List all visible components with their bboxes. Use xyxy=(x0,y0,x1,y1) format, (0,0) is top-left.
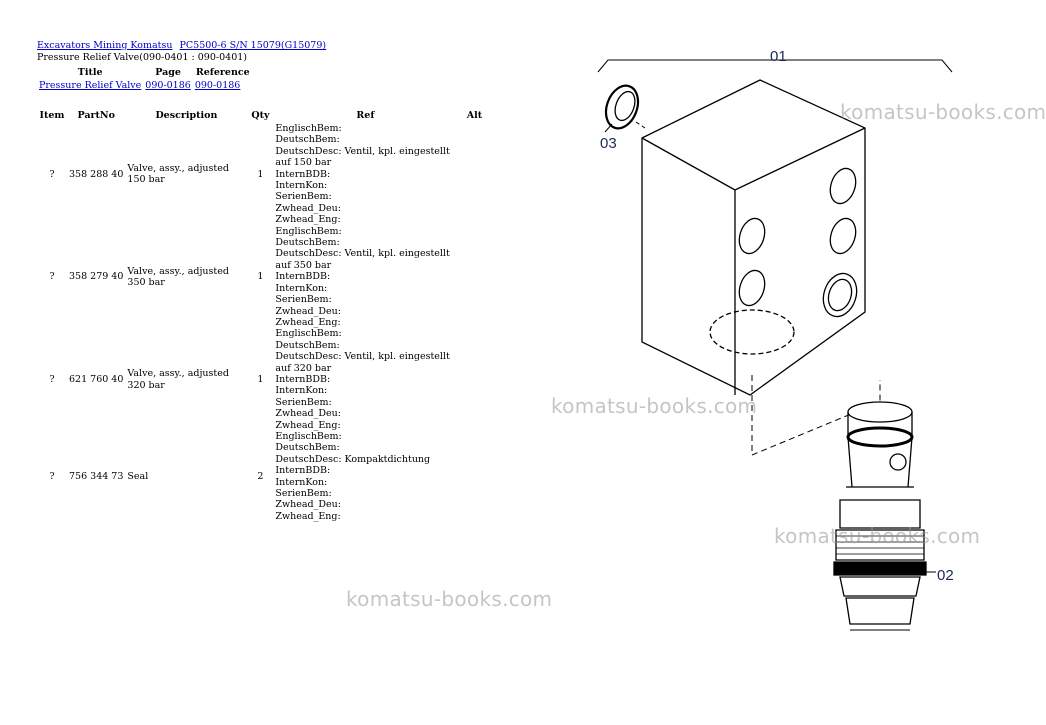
ref-line: Zwhead_Eng: xyxy=(275,419,341,431)
reference-table-header xyxy=(37,66,253,79)
item-cell: ? xyxy=(49,271,55,283)
seal-ring-part xyxy=(600,81,645,133)
ref-line: SerienBem: xyxy=(275,294,332,306)
ref-line: DeutschBem: xyxy=(275,134,340,146)
ref-line: InternKon: xyxy=(275,476,328,488)
page-subtitle: Pressure Relief Valve(090-0401 : 090-0401) xyxy=(37,52,247,63)
header-item: Item xyxy=(39,110,65,121)
callout-02-label: 02 xyxy=(937,567,954,584)
alt-cell xyxy=(457,123,491,226)
callout-03-label: 03 xyxy=(600,135,617,152)
parts-table xyxy=(37,109,491,522)
description-cell: Seal xyxy=(127,470,149,482)
valve-block-part xyxy=(642,80,865,395)
partno-cell: 358 288 40 xyxy=(69,168,124,180)
ref-line: DeutschBem: xyxy=(275,442,340,454)
header-ref: Ref xyxy=(356,110,375,121)
breadcrumb xyxy=(37,40,326,51)
ref-line: InternKon: xyxy=(275,282,328,294)
ref-line: InternBDB: xyxy=(275,373,331,385)
ref-line: Zwhead_Eng: xyxy=(275,214,341,226)
watermark: komatsu-books.com xyxy=(551,394,758,418)
header-description: Description xyxy=(155,110,218,121)
ref-line: EnglischBem: xyxy=(275,123,342,134)
header-reference: Reference xyxy=(195,67,250,78)
ref-line: InternBDB: xyxy=(275,168,331,180)
qty-cell: 2 xyxy=(257,470,264,482)
ref-line: DeutschBem: xyxy=(275,237,340,249)
ref-line: Zwhead_Eng: xyxy=(275,510,341,522)
header-page: Page xyxy=(155,67,181,78)
table-row xyxy=(37,328,491,431)
alt-cell xyxy=(457,431,491,522)
description-cell: Valve, assy., adjusted 350 bar xyxy=(127,265,229,288)
ref-line: DeutschDesc: Kompaktdichtung xyxy=(275,453,431,465)
table-row xyxy=(37,431,491,522)
ref-cell xyxy=(273,431,457,522)
ref-line: SerienBem: xyxy=(275,396,332,408)
table-row xyxy=(37,226,491,329)
item-cell: ? xyxy=(49,470,55,482)
qty-cell: 1 xyxy=(257,373,264,385)
exploded-parts-drawing xyxy=(540,40,1024,640)
reference-reference-link[interactable]: 090-0186 xyxy=(194,80,241,91)
table-row xyxy=(37,123,491,226)
ref-line: Zwhead_Deu: xyxy=(275,202,341,214)
ref-line: EnglischBem: xyxy=(275,328,342,340)
ref-line: SerienBem: xyxy=(275,191,332,203)
watermark: komatsu-books.com xyxy=(774,524,981,548)
reference-table xyxy=(37,66,253,92)
ref-line: SerienBem: xyxy=(275,488,332,499)
item-cell: ? xyxy=(49,168,55,180)
partno-cell: 756 344 73 xyxy=(69,470,124,482)
ref-line: Zwhead_Deu: xyxy=(275,305,341,317)
ref-line: InternBDB: xyxy=(275,465,331,477)
alt-cell xyxy=(457,328,491,431)
ref-line: DeutschDesc: Ventil, kpl. eingestellt auf 320 bar xyxy=(275,351,450,374)
qty-cell: 1 xyxy=(257,168,264,180)
ref-cell xyxy=(273,226,457,329)
watermark: komatsu-books.com xyxy=(346,587,553,611)
watermark: komatsu-books.com xyxy=(840,100,1046,124)
ref-line: EnglischBem: xyxy=(275,225,342,237)
partno-cell: 621 760 40 xyxy=(69,373,124,385)
header-qty: Qty xyxy=(251,110,270,121)
ref-line: InternKon: xyxy=(275,180,328,192)
partno-cell: 358 279 40 xyxy=(69,271,124,283)
breadcrumb-category-link[interactable]: Excavators Mining Komatsu xyxy=(37,40,173,51)
callout-01-label: 01 xyxy=(770,48,787,65)
description-cell: Valve, assy., adjusted 320 bar xyxy=(127,368,229,391)
header-alt: Alt xyxy=(466,110,483,121)
ref-line: InternKon: xyxy=(275,385,328,397)
item-cell: ? xyxy=(49,373,55,385)
breadcrumb-model-link[interactable]: PC5500-6 S/N 15079(G15079) xyxy=(179,40,327,51)
header-title: Title xyxy=(77,67,103,78)
ref-line: DeutschDesc: Ventil, kpl. eingestellt auf 350 bar xyxy=(275,248,450,271)
ref-line: DeutschDesc: Ventil, kpl. eingestellt auf 150 bar xyxy=(275,145,450,169)
valve-cartridge-part xyxy=(834,402,936,630)
ref-line: Zwhead_Eng: xyxy=(275,316,341,328)
ref-line: DeutschBem: xyxy=(275,339,340,351)
header-partno: PartNo xyxy=(77,110,115,121)
reference-table-row xyxy=(37,79,253,92)
description-cell: Valve, assy., adjusted 150 bar xyxy=(127,162,229,186)
ref-line: Zwhead_Deu: xyxy=(275,408,341,420)
qty-cell: 1 xyxy=(257,271,264,283)
ref-cell xyxy=(273,123,457,226)
parts-table-header xyxy=(37,109,491,123)
reference-title-link[interactable]: Pressure Relief Valve xyxy=(39,80,142,91)
ref-line: InternBDB: xyxy=(275,271,331,283)
alt-cell xyxy=(457,226,491,329)
ref-cell xyxy=(273,328,457,431)
reference-page-link[interactable]: 090-0186 xyxy=(145,80,191,91)
ref-line: Zwhead_Deu: xyxy=(275,499,341,511)
ref-line: EnglischBem: xyxy=(275,430,342,442)
